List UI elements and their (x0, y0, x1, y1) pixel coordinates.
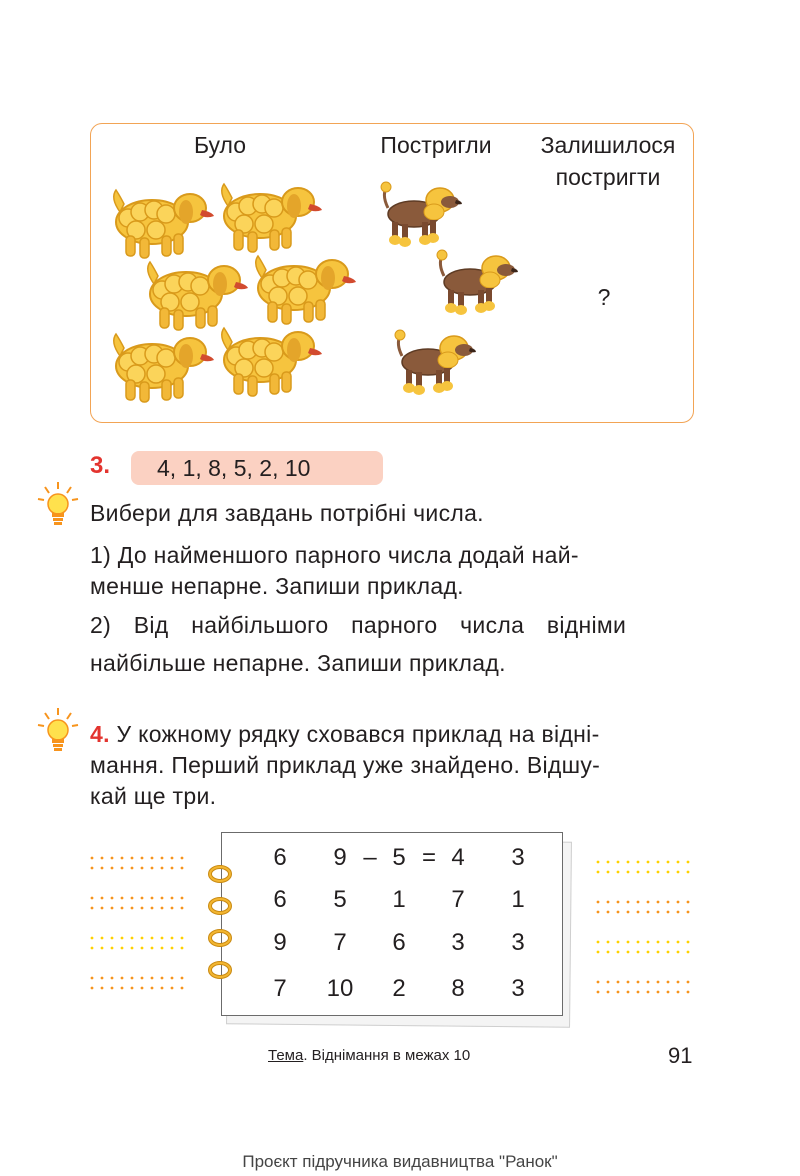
topic-label: Тема (268, 1047, 304, 1064)
grid-cell: 3 (451, 929, 465, 956)
grid-cell: 3 (511, 844, 525, 871)
fluffy-dog-image (216, 176, 324, 256)
header-zalyshylosia-line1: Залишилося (540, 132, 676, 158)
task3-item1-line1: 1) До найменшого парного числа додай най- (90, 542, 579, 568)
grid-cell: 7 (273, 975, 287, 1002)
publisher-note: Проєкт підручника видавництва "Ранок" (242, 1152, 558, 1171)
spiral-ring-icon (208, 864, 234, 886)
grid-cell: 5 (392, 844, 406, 871)
grid-cell: 10 (326, 975, 354, 1002)
task3-numbers-bar: 4, 1, 8, 5, 2, 10 (131, 451, 383, 485)
header-zalyshylosia-line2: постригти (555, 164, 661, 190)
grid-cell: 9 (333, 844, 347, 871)
shaved-dog-image (378, 178, 464, 250)
answer-dots-left-2 (90, 896, 186, 912)
topic-footer (268, 1047, 470, 1064)
answer-dots-right-1 (596, 860, 696, 876)
grid-cell: 9 (273, 929, 287, 956)
unknown-mark: ? (597, 284, 611, 310)
shaved-dog-image (392, 326, 478, 398)
grid-cell: 8 (451, 975, 465, 1002)
grid-cell: 4 (451, 844, 465, 871)
grid-cell: 6 (392, 929, 406, 956)
task3-item1-line2: менше непарне. Запиши приклад. (90, 573, 464, 599)
answer-dots-left-3 (90, 936, 186, 952)
grid-cell: = (421, 844, 436, 871)
answer-dots-right-3 (596, 940, 696, 956)
fluffy-dog-image (108, 326, 216, 406)
task4-line2: мання. Перший приклад уже знайдено. Відшу- (90, 752, 601, 778)
answer-dots-right-2 (596, 900, 696, 916)
grid-cell: 5 (333, 886, 347, 913)
grid-cell: 6 (273, 844, 287, 871)
header-postryhly: Постригли (380, 132, 492, 158)
grid-cell: 7 (333, 929, 347, 956)
grid-cell: 1 (511, 886, 525, 913)
grid-cell: 3 (511, 929, 525, 956)
task4-line1 (90, 719, 696, 750)
task3-item2-line1: 2) Від найбільшого парного числа відніми (90, 612, 627, 638)
grid-cell: 2 (392, 975, 406, 1002)
spiral-ring-icon (208, 928, 234, 950)
grid-cell: – (363, 844, 377, 871)
spiral-ring-icon (208, 960, 234, 982)
header-bulo: Було (193, 132, 247, 158)
task4-text-line1: У кожному рядку сховався приклад на відні- (116, 721, 600, 747)
lightbulb-icon (36, 480, 80, 526)
fluffy-dog-image (250, 248, 358, 328)
page-number: 91 (668, 1043, 693, 1068)
task4-line3: кай ще три. (90, 783, 217, 809)
answer-dots-left-1 (90, 856, 186, 872)
answer-dots-left-4 (90, 976, 186, 992)
answer-dots-right-4 (596, 980, 696, 996)
task3-number: 3. (90, 452, 111, 479)
task3-instruction: Вибери для завдань потрібні числа. (90, 500, 484, 526)
task4-number: 4. (90, 721, 110, 747)
grid-cell: 1 (392, 886, 406, 913)
spiral-ring-icon (208, 896, 234, 918)
grid-cell: 7 (451, 886, 465, 913)
shaved-dog-image (434, 246, 520, 318)
fluffy-dog-image (108, 182, 216, 262)
task3-item2-line2: найбільше непарне. Запиши приклад. (90, 650, 506, 676)
topic-text: . Віднімання в межах 10 (303, 1047, 471, 1064)
lightbulb-icon (36, 706, 80, 752)
grid-cell: 3 (511, 975, 525, 1002)
fluffy-dog-image (216, 320, 324, 400)
grid-cell: 6 (273, 886, 287, 913)
